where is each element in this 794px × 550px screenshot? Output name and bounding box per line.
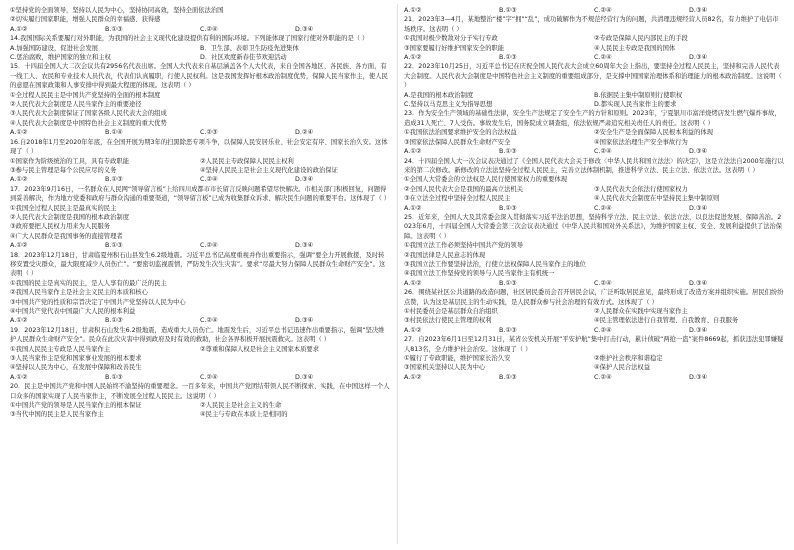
statement-item: ①履行了专政职能，维护国家长治久安 — [404, 355, 511, 363]
question-stem: 27．自2023年6月1日至12月31日，某省公安机关开展“平安护航”集中打击行动，累计侦破“两抢一盗”案件8669起，抓获违法犯罪嫌疑人813名，全力维护社会治安。这体现了（ ） — [404, 336, 784, 353]
answer-option: A.①② — [10, 242, 28, 250]
statement-item: ④民主与专政在本质上是相同的 — [200, 411, 288, 419]
statement-line: ③我国立法工作要坚持法治，行使立法权保障人民当家作主的地位 — [404, 260, 586, 268]
statement-item: D．社区欢度新春佳节欢迎活动 — [200, 54, 287, 62]
question-stem: 25．近年来，全国人大及其常委会深入贯彻落实习近平法治思想，坚持科学立法、民主立法、依法立法，以良法促进发展、保障善治。2023年6月，十四届全国人大常委会第三次会议表决通过《中华人民共和国对外关系法》，为维护国家主权、安全、发展利益提供了法治保障。这表明（ ） — [404, 213, 783, 240]
statement-pair-row — [404, 307, 784, 316]
statement-item: ③国家机关坚持以人民为中心 — [404, 364, 486, 372]
answer-options-row — [10, 373, 390, 382]
statement-pair-row — [10, 53, 390, 62]
question-stem: 18．2023年12月18日，甘肃临夏州积石山县发生6.2级地震。习近平总书记高度重视并作出重要指示，强调“要全力开展救援，及时转移安置受灾群众，最大限度减少人员伤亡”。“要密切监视震情，严防发生次生灾害”。要求“尽最大努力保障人民群众生命财产安全”。这表明（ ） — [10, 251, 386, 278]
statement-pair-row — [10, 44, 390, 53]
statement-line: ②切实履行国家职能，增强人民群众的幸福感、获得感 — [10, 16, 161, 24]
statement-item: ④人民代表大会制度在中坚持民主集中制原则 — [594, 195, 720, 203]
answer-option: B.①④ — [105, 129, 123, 137]
answer-option: C.②④ — [594, 148, 612, 156]
answer-option: B.①③ — [499, 326, 517, 334]
statement-line: ②我国人民当家作主是社会主义民主的本质和核心 — [10, 289, 148, 297]
answer-option: B.①③ — [499, 148, 517, 156]
statement-line: ①坚持党的全面领导，坚持以人民为中心，坚持协同高效，坚持全面依法治国 — [10, 7, 224, 14]
answer-option: B.①③ — [499, 373, 517, 381]
statement-item: ③在立法全过程中坚持全过程人民民主 — [404, 195, 511, 203]
statement-line: ①全国人大常委会的立法权是人民行使国家权力的重要体现 — [404, 176, 568, 184]
statement-item: D.都实现人民当家作主的要求 — [594, 101, 677, 109]
statement-pair-row — [404, 128, 784, 137]
answer-option: A.①② — [404, 279, 422, 287]
answer-options-row — [404, 6, 784, 15]
answer-option: C.②④ — [594, 326, 612, 334]
answer-option: C.②④ — [200, 25, 218, 33]
statement-line: ④广大人民群众是我国事务的直接管理者 — [10, 232, 123, 240]
answer-option: A.①② — [404, 373, 422, 381]
statement-item: ①国家作为阶级统治的工具，具有专政职能 — [10, 157, 129, 165]
answer-options-row — [404, 53, 784, 62]
statement-line: ①我国的民主是真实的民主，是人人享有的最广泛的民主 — [10, 279, 167, 287]
statement-line: ②人民代表大会制度是我国的根本政治制度 — [10, 213, 129, 221]
answer-options-row — [404, 279, 784, 288]
answer-option: D.③④ — [689, 54, 708, 62]
statement-item: ④国家依法治理生产安全事故行为 — [594, 138, 688, 146]
answer-option: A.①② — [10, 129, 28, 137]
question-stem: 26．围绕某社区公共道路的改造问题，社区居民委员会召开居民会议，广泛听取居民意见，最终形成了改造方案并组织实施。居民们纷纷点赞，认为这是基层民主的生动实践，是人民群众参与社会治理的有效方式。这体现了（ ） — [404, 289, 784, 306]
question-stem: 22．2023年10月25日，习近平总书记在庆祝全国人民代表大会成立60周年大会上指出，要坚持全过程人民民主，坚持和完善人民代表大会制度。人民代表大会制度是中国特色社会主义制度的重要组成部分，是支撑中国国家治理体系和治理能力的根本政治制度。这说明（ ） — [404, 63, 782, 90]
statement-item: ②专政是保障人民内部民主的手段 — [594, 35, 688, 43]
statement-line: ②我国法律是人民意志的体现 — [404, 251, 486, 259]
answer-option: A.①② — [10, 317, 28, 325]
answer-option: B.①③ — [499, 7, 517, 14]
answer-option: A.①② — [404, 7, 422, 14]
answer-option: D.③④ — [689, 7, 708, 14]
statement-pair-row — [404, 316, 784, 325]
answer-option: D.③④ — [689, 326, 708, 334]
statement-item: ②全国人民代表大会是我国的最高立法机关 — [404, 185, 523, 193]
answer-option: C.②④ — [594, 204, 612, 212]
right-column — [404, 6, 784, 382]
answer-option: C.②④ — [594, 54, 612, 62]
answer-option: D.③④ — [689, 148, 708, 156]
answer-option: A.①② — [404, 54, 422, 62]
answer-option: C.②④ — [594, 279, 612, 287]
statement-line: ④中国共产党代表中国最广大人民的根本利益 — [10, 308, 136, 315]
question-stem: 23．作为安全生产领域的基础性法律，安全生产法规定了安全生产的方针和原则。2023年，宁夏银川市富洋烧烤店发生燃气爆炸事故，造成31人死亡、7人受伤。事故发生后，国务院成立调查组，依法依规严肃追究相关责任人的责任。这表明（ ） — [404, 110, 781, 127]
answer-option: A.①② — [10, 373, 28, 381]
answer-option: B.①③ — [105, 25, 123, 33]
statement-item: ②安全生产是全面保障人民根本利益的体现 — [594, 129, 713, 137]
statement-item: ③参与民主管理是每个公民应尽的义务 — [10, 166, 117, 174]
statement-pair-row — [404, 100, 784, 109]
statement-pair-row — [404, 138, 784, 147]
answer-option: D.③④ — [295, 242, 314, 250]
answer-option: B.①③ — [105, 373, 123, 381]
statement-item: ①村民委员会是基层群众自治组织 — [404, 308, 498, 315]
answer-option: A.①② — [404, 204, 422, 212]
answer-option: D.③④ — [689, 373, 708, 381]
statement-pair-row — [404, 363, 784, 372]
statement-item: ③当代中国的民主是人民当家作主 — [10, 411, 104, 419]
statement-line: ③政府要把人民权力用来为人民服务 — [10, 223, 111, 231]
answer-options-row — [10, 175, 390, 184]
question-stem: 21．2023年3—4月，某地整治“楼”字“拥”“乱”，成功破解作为不规范经营行为的问题，共清理违规经营人员82名，有力维护了电信市场秩序。这表明（ ） — [404, 16, 779, 33]
answer-options-row — [404, 204, 784, 213]
statement-line: ④人民代表大会制度是中国特色社会主义制度的重大优势 — [10, 119, 167, 127]
statement-item: B.依据民主集中制原则行使职权 — [594, 91, 683, 99]
statement-line: ②人民代表大会制度是人民当家作主的重要途径 — [10, 101, 142, 109]
answer-option: D.③④ — [295, 176, 314, 184]
statement-item: A.是我国的根本政治制度 — [404, 91, 474, 99]
statement-item: ③国家依法保障人民群众生命财产安全 — [404, 138, 511, 146]
statement-pair-row — [404, 91, 784, 100]
statement-item: ④保护人民合法权益 — [594, 364, 651, 372]
question-stem: 17．2023年9月16日，一名群众在人民网“领导留言板”上给四川成都市市长留言反映问题希望尽快解决。市相关部门积极回复，问题得到妥善解决，作为地方党委和政府与群众沟通的重要渠道，“领导留言板”已成为收集群众诉求、解决民生问题的重要平台。这体现了（ ） — [10, 185, 391, 203]
answer-options-row — [404, 147, 784, 156]
statement-pair-row — [10, 166, 390, 175]
column-divider — [397, 4, 398, 544]
answer-option: B.①③ — [105, 176, 123, 184]
answer-option: A.①② — [10, 176, 28, 184]
answer-option: C.②④ — [200, 176, 218, 184]
statement-item: ④坚持人民民主是社会主义现代化建设的政治保证 — [200, 166, 338, 174]
statement-line: ③人民当家作主是党和国家事业发展的根本要求 — [10, 355, 142, 363]
statement-item: ④人民民主专政是我国的国体 — [594, 44, 676, 52]
answer-option: C.②④ — [594, 373, 612, 381]
answer-option: D.③④ — [689, 204, 708, 212]
statement-item: A.加强国防建设，促进社会发展 — [10, 44, 99, 52]
statement-pair-row — [10, 345, 390, 354]
statement-pair-row — [404, 194, 784, 203]
statement-item: ②人民民主专政保障人民民主权利 — [200, 157, 294, 165]
statement-line: ①全过程人民民主是中国共产党坚持的全面的根本制度 — [10, 91, 161, 99]
statement-item: ③村民依法行使民主管理的权利 — [404, 317, 492, 325]
answer-option: C.②④ — [200, 373, 218, 381]
statement-pair-row — [404, 44, 784, 53]
answer-option: B.①③ — [499, 204, 517, 212]
question-stem: 24．十四届全国人大一次会议表决通过了《全国人民代表大会关于修改〈中华人民共和国立法法〉的决定》，这是立法法自2000年施行以来的第二次修改。新修改的立法法坚持全过程人民民主，完善立法体制机制，推进科学立法、民主立法、依法立法。这表明（ ） — [404, 157, 784, 174]
statement-item: C.坚持以马克思主义为指导思想 — [404, 101, 493, 109]
answer-option: C.②④ — [200, 242, 218, 250]
statement-line: ③中国共产党的性质和宗旨决定了中国共产党坚持以人民为中心 — [10, 298, 186, 306]
statement-line: ①我国立法工作必须坚持中国共产党的领导 — [404, 242, 523, 250]
answer-option: C.②④ — [594, 7, 612, 14]
statement-item: ①我国依法治国要求维护安全的合法权益 — [404, 129, 517, 137]
statement-item: B．卫生部、表彰卫生防疫先进集体 — [200, 44, 299, 52]
statement-pair-row — [10, 410, 390, 419]
statement-item: ①我国对极少数敌对分子实行专政 — [404, 35, 498, 43]
answer-option: D.③④ — [689, 279, 708, 287]
answer-options-row — [10, 316, 390, 325]
statement-item: ②人民民主是社会主义的生命 — [200, 402, 282, 410]
answer-option: D.②④ — [295, 129, 314, 137]
statement-pair-row — [404, 34, 784, 43]
statement-line: ④坚持以人民为中心，在发展中保障和改善民生 — [10, 364, 142, 372]
statement-line: ③人民代表大会制度保证了国家各级人民代表大会的组成 — [10, 110, 167, 118]
answer-options-row — [404, 373, 784, 382]
question-stem: 14.我国国际关系要履行对外职能，为我国的社会主义现代化建设提供有利的国际环境。下列能体现了国家行使对外职能的是（ ） — [10, 35, 369, 43]
answer-option: B.①③ — [499, 279, 517, 287]
answer-option: D.③④ — [295, 373, 314, 381]
left-column — [10, 6, 390, 420]
answer-option: A.①② — [404, 326, 422, 334]
statement-item: ②人民群众在实践中实现当家作主 — [594, 308, 688, 315]
answer-options-row — [404, 326, 784, 335]
answer-options-row — [10, 128, 390, 137]
answer-option: D.③④ — [295, 25, 314, 33]
statement-item: ④民主管理依法进行自我管理、自我教育、自我服务 — [594, 317, 739, 325]
statement-item: ③国家要履行好维护国家安全的职能 — [404, 44, 505, 52]
statement-line: ④我国立法工作坚持党的领导与人民当家作主有机统一 — [404, 270, 555, 278]
statement-pair-row — [10, 157, 390, 166]
statement-item: C.惩治腐败，维护国家的独立和主权 — [10, 54, 111, 62]
statement-pair-row — [404, 354, 784, 363]
statement-item: ③人民代表大会依法行使国家权力 — [594, 185, 688, 193]
answer-option: B.①③ — [105, 317, 123, 325]
answer-option: C.②④ — [200, 317, 218, 325]
question-stem: 20．民主是中国共产党和中国人民始终不渝坚持的重要理念。一百多年来，中国共产党团结带领人民不断探索、实践，在中国这样一个人口众多的国家实现了人民当家作主，不断发展全过程人民民主。这说明（ ） — [10, 383, 390, 400]
answer-options-row — [10, 241, 390, 250]
statement-item: ①中国共产党的领导是人民当家作主的根本保证 — [10, 402, 142, 410]
question-stem: 16.自2018年1月至2020年年底，在全国开展为期3年的扫黑除恶专项斗争，以保障人民安居乐业、社会安定有序、国家长治久安。这体现了（ ） — [10, 138, 388, 156]
statement-item: ②尊重和保障人权是社会主义国家本质要求 — [200, 345, 319, 353]
statement-pair-row — [10, 401, 390, 410]
answer-option: B.①③ — [499, 54, 517, 62]
answer-option: A.①② — [404, 148, 422, 156]
question-stem: 19．2023年12月18日，甘肃积石山发生6.2级地震，造成重大人员伤亡。地震发生后，习近平总书记迅速作出重要指示，强调“坚决维护人民群众生命财产安全”。民众在此次灾害中得到政府及时有效的救助，社会各界积极开展抗震救灾。这表明（ ） — [10, 326, 385, 344]
statement-line: ①我国全过程人民民主是最真实的民主 — [10, 204, 117, 212]
question-stem: 15．十四届全国人大二次会议共有2956名代表出席。全国人大代表来自基层涵盖各个人大代表，来自全国各地区、各民族、各方面，有一线工人、农民和专业技术人员代表，代表们认真履职，行使人民权利。这是我国发挥好根本政治制度优势，保障人民当家作主，使人民的意愿在国家政策和人事安排中得到最大程度的体现。这表明（ ） — [10, 63, 388, 90]
answer-option: C.②③ — [200, 129, 218, 137]
statement-item: ①我国人民民主专政是人民当家作主 — [10, 345, 111, 353]
statement-pair-row — [404, 185, 784, 194]
statement-item: ②维护社会秩序和谐稳定 — [594, 355, 663, 363]
answer-options-row — [10, 25, 390, 34]
answer-option: B.①③ — [105, 242, 123, 250]
answer-option: D.③④ — [295, 317, 314, 325]
answer-option: A.①② — [10, 25, 28, 33]
